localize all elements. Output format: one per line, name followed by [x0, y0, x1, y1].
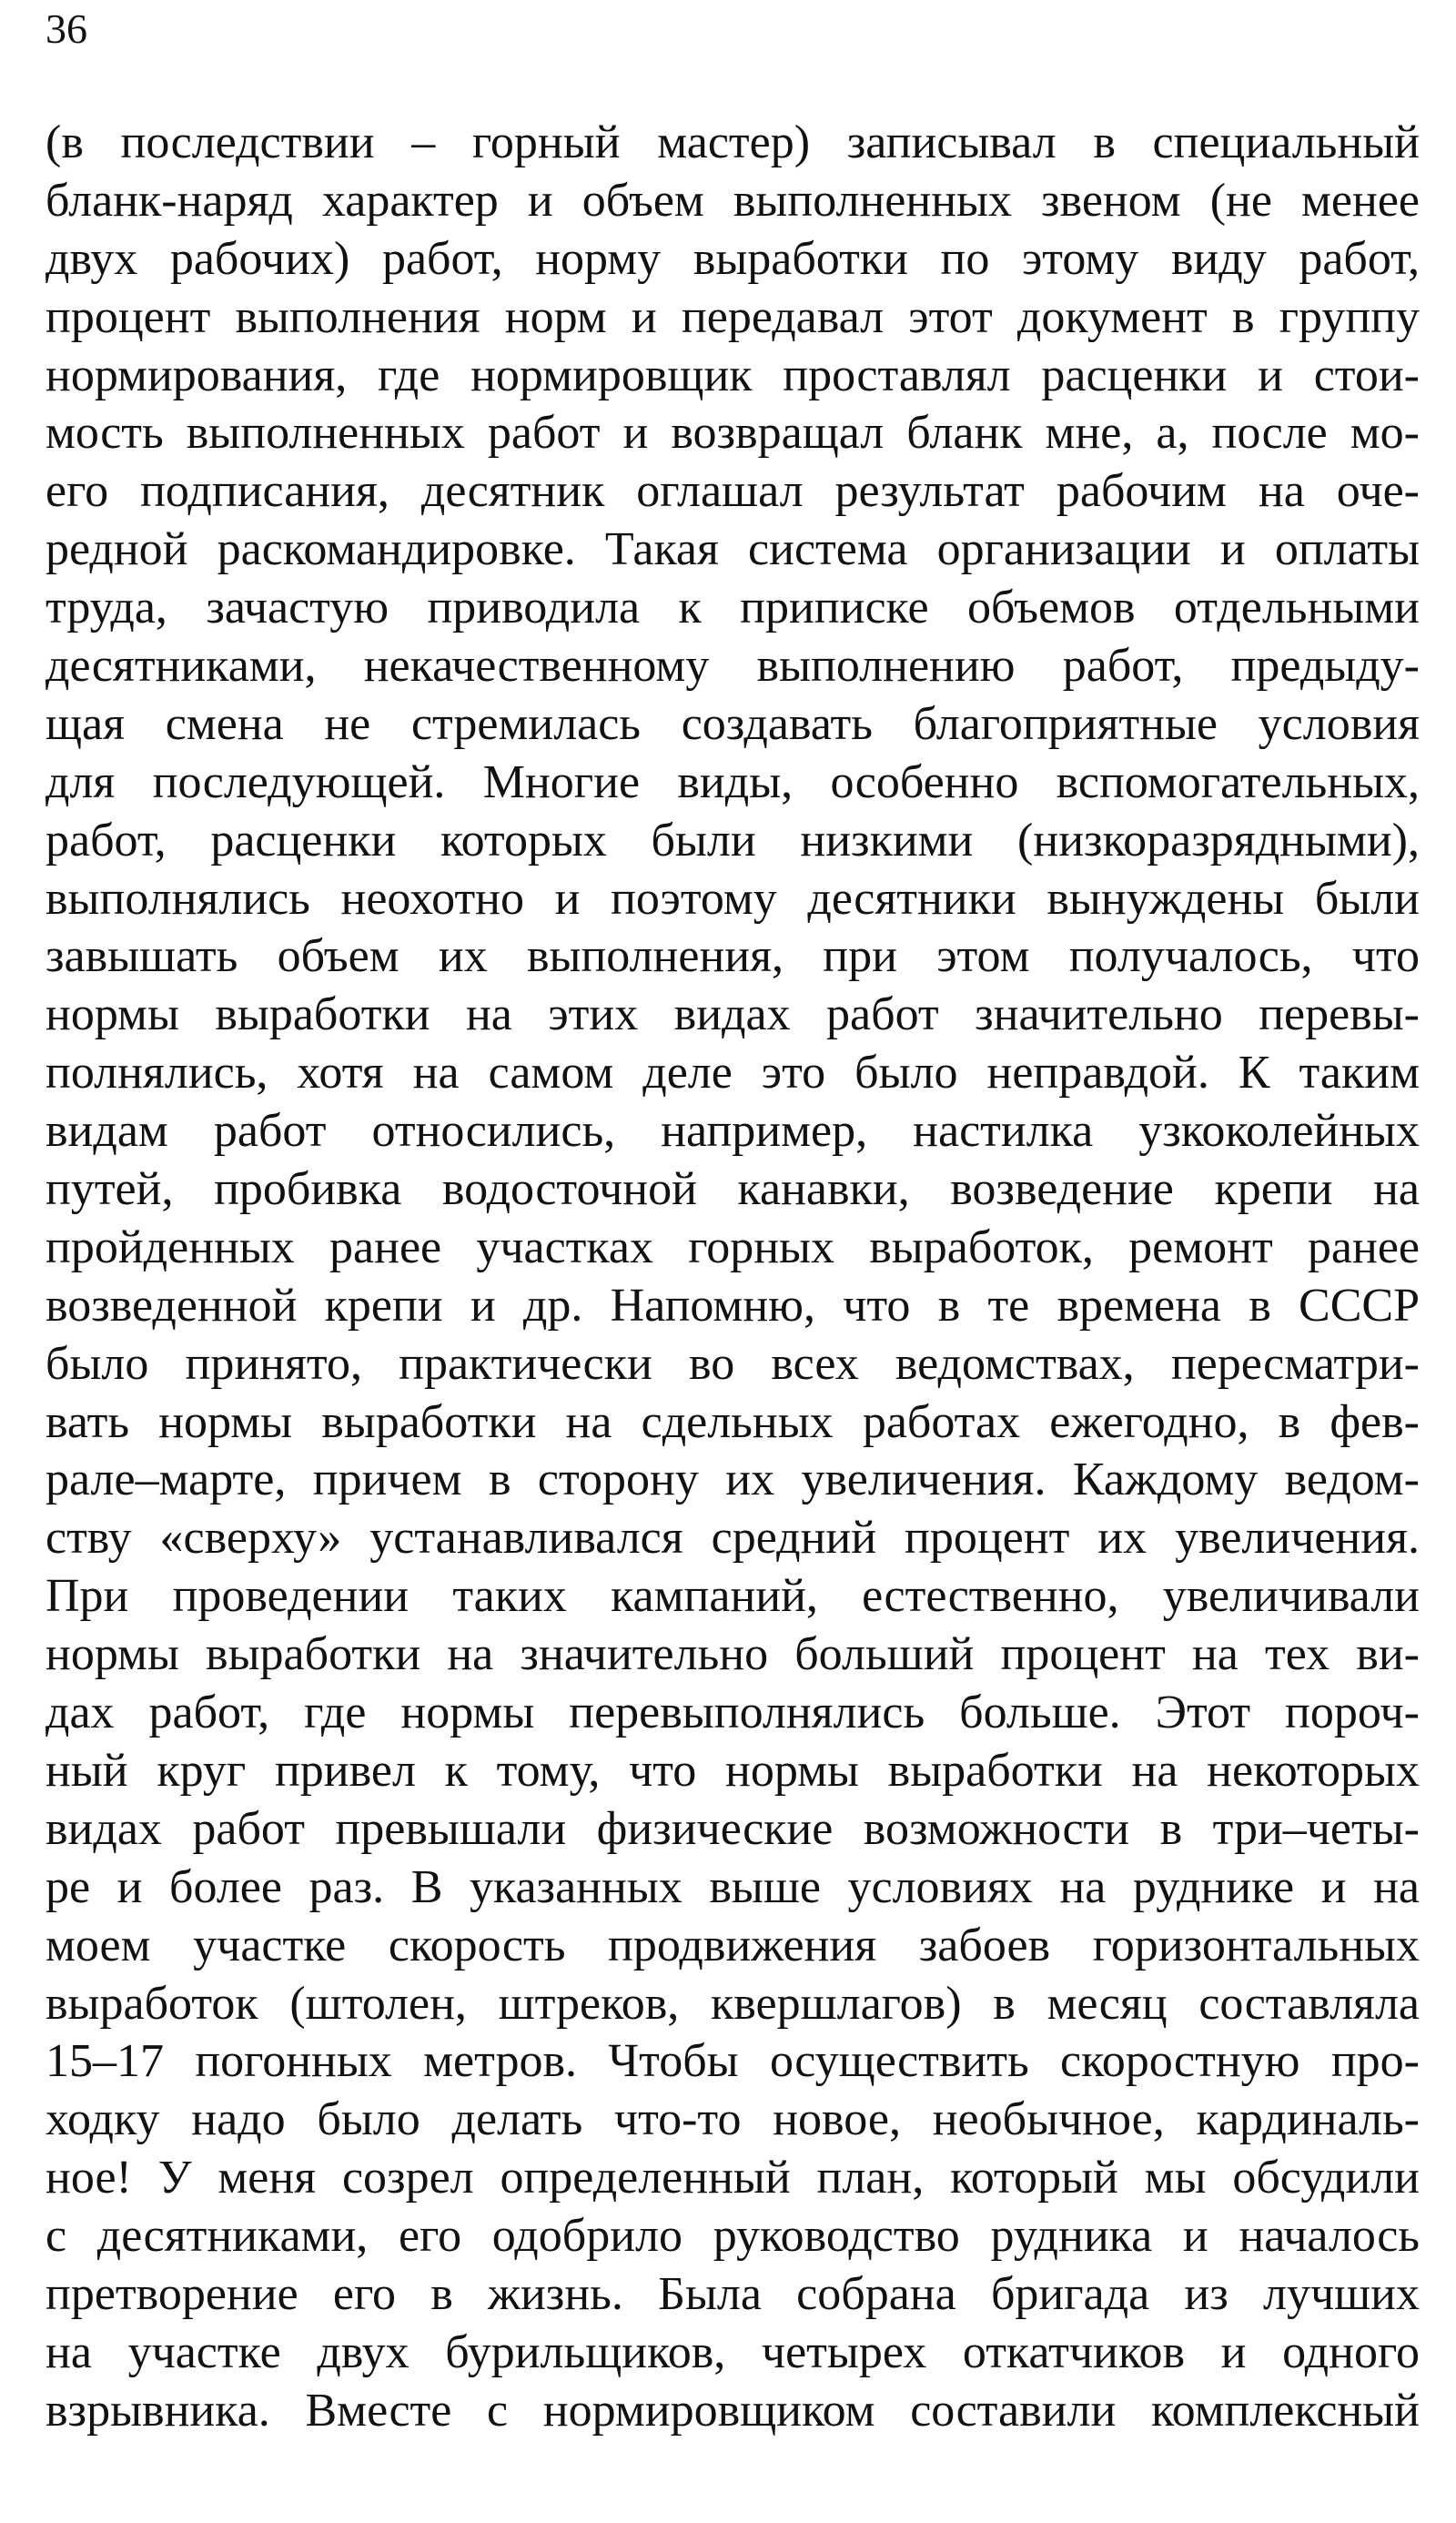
text-line: для последующей. Многие виды, особенно вспомогательных, — [46, 755, 1420, 808]
text-line: с десятниками, его одобрило руководство рудника и началось — [46, 2210, 1420, 2263]
text-line: его подписания, десятник оглашал результат рабочим на оче- — [46, 465, 1420, 518]
text-line: процент выполнения норм и передавал этот документ в группу — [46, 290, 1420, 343]
text-line: 15–17 погонных метров. Чтобы осуществить скоростную про- — [46, 2035, 1420, 2088]
text-line: пройденных ранее участках горных выработок, ремонт ранее — [46, 1221, 1420, 1273]
text-line: возведенной крепи и др. Напомню, что в те времена в СССР — [46, 1279, 1420, 1332]
text-line: рале–марте, причем в сторону их увеличения. Каждому ведом- — [46, 1454, 1420, 1506]
text-line: выработок (штолен, штреков, квершлагов) в месяц составляла — [46, 1977, 1420, 2030]
text-line: труда, зачастую приводила к приписке объемов отдельными — [46, 582, 1420, 634]
text-line: видах работ превышали физические возможности в три–четы- — [46, 1802, 1420, 1855]
text-line: При проведении таких кампаний, естественно, увеличивали — [46, 1570, 1420, 1623]
text-line: ре и более раз. В указанных выше условиях на руднике и на — [46, 1860, 1420, 1913]
text-line: ное! У меня созрел определенный план, который мы обсудили — [46, 2152, 1420, 2204]
text-line: видам работ относились, например, настилка узкоколейных — [46, 1105, 1420, 1158]
text-line: нормирования, где нормировщик проставлял расценки и стои- — [46, 349, 1420, 401]
text-line: нормы выработки на этих видах работ значительно перевы- — [46, 988, 1420, 1041]
text-line: вать нормы выработки на сдельных работах ежегодно, в фев- — [46, 1395, 1420, 1448]
text-line: на участке двух бурильщиков, четырех откатчиков и одного — [46, 2325, 1420, 2378]
text-line: редной раскомандировке. Такая система организации и оплаты — [46, 523, 1420, 576]
text-line: путей, пробивка водосточной канавки, возведение крепи на — [46, 1163, 1420, 1216]
text-line: двух рабочих) работ, норму выработки по этому виду работ, — [46, 232, 1420, 285]
text-line: десятниками, некачественному выполнению работ, предыду- — [46, 640, 1420, 693]
text-line: претворение его в жизнь. Была собрана бригада из лучших — [46, 2267, 1420, 2320]
page-number: 36 — [46, 5, 87, 52]
text-line: нормы выработки на значительно больший процент на тех ви- — [46, 1628, 1420, 1681]
text-line: бланк-наряд характер и объем выполненных звеном (не менее — [46, 174, 1420, 227]
text-line: ный круг привел к тому, что нормы выработки на некоторых — [46, 1744, 1420, 1797]
text-line: дах работ, где нормы перевыполнялись больше. Этот пороч- — [46, 1687, 1420, 1739]
text-line: ству «сверху» устанавливался средний процент их увеличения. — [46, 1512, 1420, 1565]
text-line: (в последствии – горный мастер) записывал в специальный — [46, 117, 1420, 168]
text-line: моем участке скорость продвижения забоев горизонтальных — [46, 1919, 1420, 1971]
text-line: было принято, практически во всех ведомствах, пересматри- — [46, 1337, 1420, 1390]
text-line: ходку надо было делать что-то новое, необычное, кардиналь- — [46, 2093, 1420, 2146]
body-text — [46, 114, 1420, 2440]
text-line: щая смена не стремилась создавать благоприятные условия — [46, 697, 1420, 750]
text-line: выполнялись неохотно и поэтому десятники вынуждены были — [46, 872, 1420, 925]
text-line: взрывника. Вместе с нормировщиком составили комплексный — [46, 2384, 1420, 2437]
text-line: завышать объем их выполнения, при этом получалось, что — [46, 930, 1420, 983]
text-line: мость выполненных работ и возвращал бланк мне, а, после мо- — [46, 407, 1420, 460]
text-line: работ, расценки которых были низкими (низкоразрядными), — [46, 814, 1420, 866]
text-line: полнялись, хотя на самом деле это было неправдой. К таким — [46, 1047, 1420, 1099]
